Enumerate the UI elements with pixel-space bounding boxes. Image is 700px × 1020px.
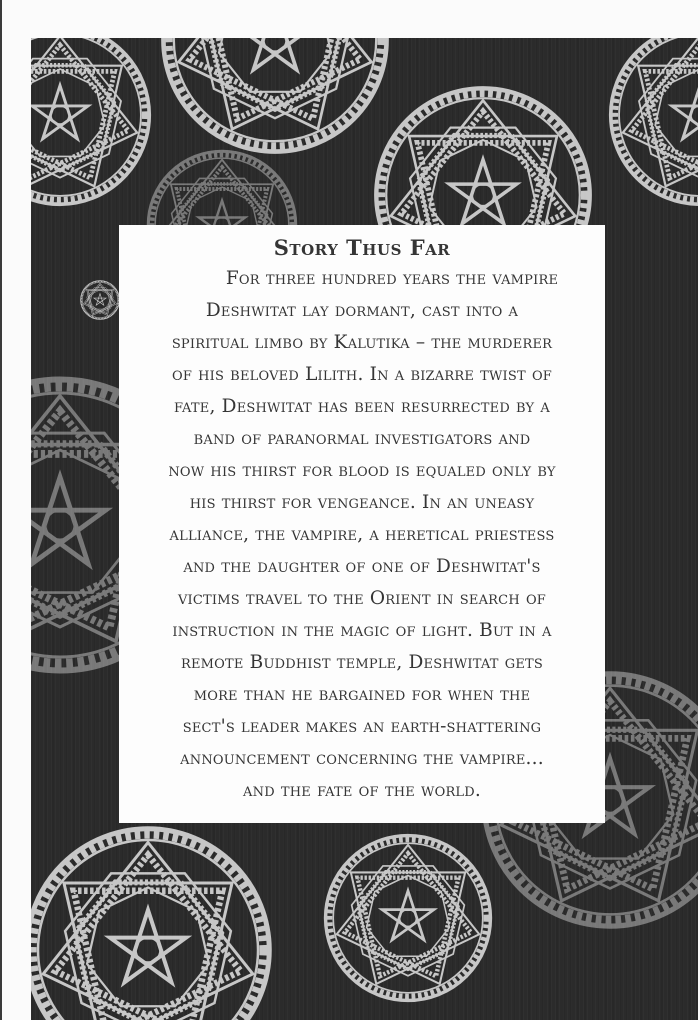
story-line: his thirst for vengeance. In an uneasy [189, 492, 535, 513]
story-line: fate, Deshwitat has been resurrected by a [173, 396, 551, 417]
story-line: of his beloved Lilith. In a bizarre twist of [171, 364, 553, 385]
story-line: spiritual limbo by Kalutika – the murderer [171, 332, 553, 353]
story-line: sect's leader makes an earth-shattering [182, 716, 542, 737]
seal-bottom-center-icon [323, 833, 493, 1003]
page-edge-rule [0, 0, 2, 1020]
seal-top-right-edge-icon [608, 38, 698, 207]
story-line: alliance, the vampire, a heretical priestess [169, 524, 555, 545]
story-line: Deshwitat lay dormant, cast into a [205, 300, 519, 321]
story-line: more than he bargained for when the [193, 684, 531, 705]
story-title: Story Thus Far [273, 235, 451, 260]
seal-small-left-icon [80, 280, 120, 320]
story-line: instruction in the magic of light. But in a [172, 620, 552, 641]
story-line: announcement concerning the vampire... [180, 748, 544, 769]
story-text [119, 263, 605, 807]
story-line: remote Buddhist temple, Deshwitat gets [180, 652, 544, 673]
story-line: For three hundred years the vampire [225, 268, 559, 289]
story-line: and the daughter of one of Deshwitat's [183, 556, 541, 577]
story-line: victims travel to the Orient in search of [177, 588, 547, 609]
story-line: band of paranormal investigators and [193, 428, 531, 449]
story-line: now his thirst for blood is equaled only by [168, 460, 556, 481]
seal-top-left-icon [31, 38, 152, 207]
seal-top-center-icon [160, 38, 390, 155]
story-line: and the fate of the world. [243, 780, 481, 801]
seal-bottom-left-icon [31, 825, 273, 1020]
story-summary-box [119, 225, 605, 823]
